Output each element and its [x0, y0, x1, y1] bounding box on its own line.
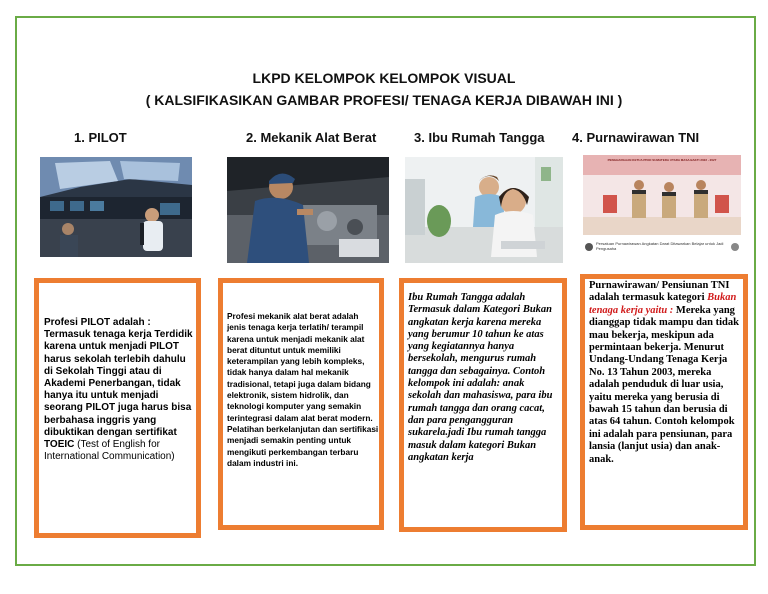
- label-mekanik: 2. Mekanik Alat Berat: [246, 130, 377, 145]
- retired-officers-photo: [583, 155, 741, 261]
- card-purnawirawan-text: [589, 280, 741, 466]
- purna-text-highlight: Bukan tenaga kerja yaitu :: [589, 292, 737, 316]
- pilot-text-normal: (Test of English for International Communication): [44, 439, 175, 463]
- page-title: LKPD KELOMPOK KELOMPOK VISUAL: [252, 70, 516, 86]
- purna-text-intro: Purnawirawan/ Pensiunan TNI adalah termasuk kategori: [589, 280, 730, 304]
- card-mekanik-text: Profesi mekanik alat berat adalah jenis tenaga kerja terlatih/ terampil karena untuk menjadi mekanik alat berat dituntut untuk memiliki keterampilan yang lebih kompleks, tidak hanya dalam hal mekanik tradisional, tetapi juga dalam bidang elektronik, sistem hidrolik, dan teknologi komputer yang semakin terintegrasi dalam alat berat modern. Pelatihan berkelanjutan dan sertifikasi menjadi semakin penting untuk mengikuti perkembangan terbaru dalam industri ini.: [227, 311, 379, 468]
- purna-text-rest: Mereka yang dianggap tidak mampu dan tidak mau bekerja, meskipun ada permintaan bekerja. Menurut Undang-Undang Tenaga Kerja No. 13 Tahun 2003, mereka adalah penduduk di luar usia, yaitu mereka yang berusia di bawah 15 tahun dan berusia di atas 64 tahun. Contoh kelompok ini adalah para pensiunan, para lansia (lanjut usia) dan anak-anak.: [589, 304, 739, 465]
- label-ibu-rumah-tangga: 3. Ibu Rumah Tangga: [414, 130, 545, 145]
- card-pilot-text: [44, 317, 194, 463]
- photo-caption: Persatuan Purnawirawan Angkatan Darat Ditawarkan Belajar untuk Jadi Pengusaha: [596, 241, 724, 251]
- pilot-text-bold: Profesi PILOT adalah : Termasuk tenaga kerja Terdidik karena untuk menjadi PILOT harus sekolah terlebih dahulu di Sekolah Tinggi atau di Akademi Penerbangan, tidak hanya itu untuk menjadi seorang PILOT juga harus bisa berbahasa inggris yang dibuktikan dengan sertifikat TOEIC: [44, 317, 193, 451]
- pilot-cockpit-photo: [40, 157, 192, 257]
- mechanic-engine-photo: [227, 157, 389, 263]
- label-pilot: 1. PILOT: [74, 130, 127, 145]
- mother-child-photo: [405, 157, 563, 263]
- page-subtitle: ( KALSIFIKASIKAN GAMBAR PROFESI/ TENAGA KERJA DIBAWAH INI ): [145, 92, 623, 108]
- photo-banner-text: PENGHARGAAN KETUA PPAD SUMATERA UTARA MASA BAKTI 2022 - 2027: [607, 158, 717, 162]
- card-ibu-text: Ibu Rumah Tangga adalah Termasuk dalam Kategori Bukan angkatan kerja karena mereka yang berumur 10 tahun ke atas yang kegiatannya hanya bersekolah, mengurus rumah tangga dan sebagainya. Contoh kelompok ini adalah: anak sekolah dan mahasiswa, para ibu rumah tangga dan orang cacat, dan para pengangguran sukarela.jadi Ibu rumah tangga masuk dalam kategori Bukan angkatan kerja: [408, 292, 553, 463]
- label-purnawirawan: 4. Purnawirawan TNI: [572, 130, 700, 145]
